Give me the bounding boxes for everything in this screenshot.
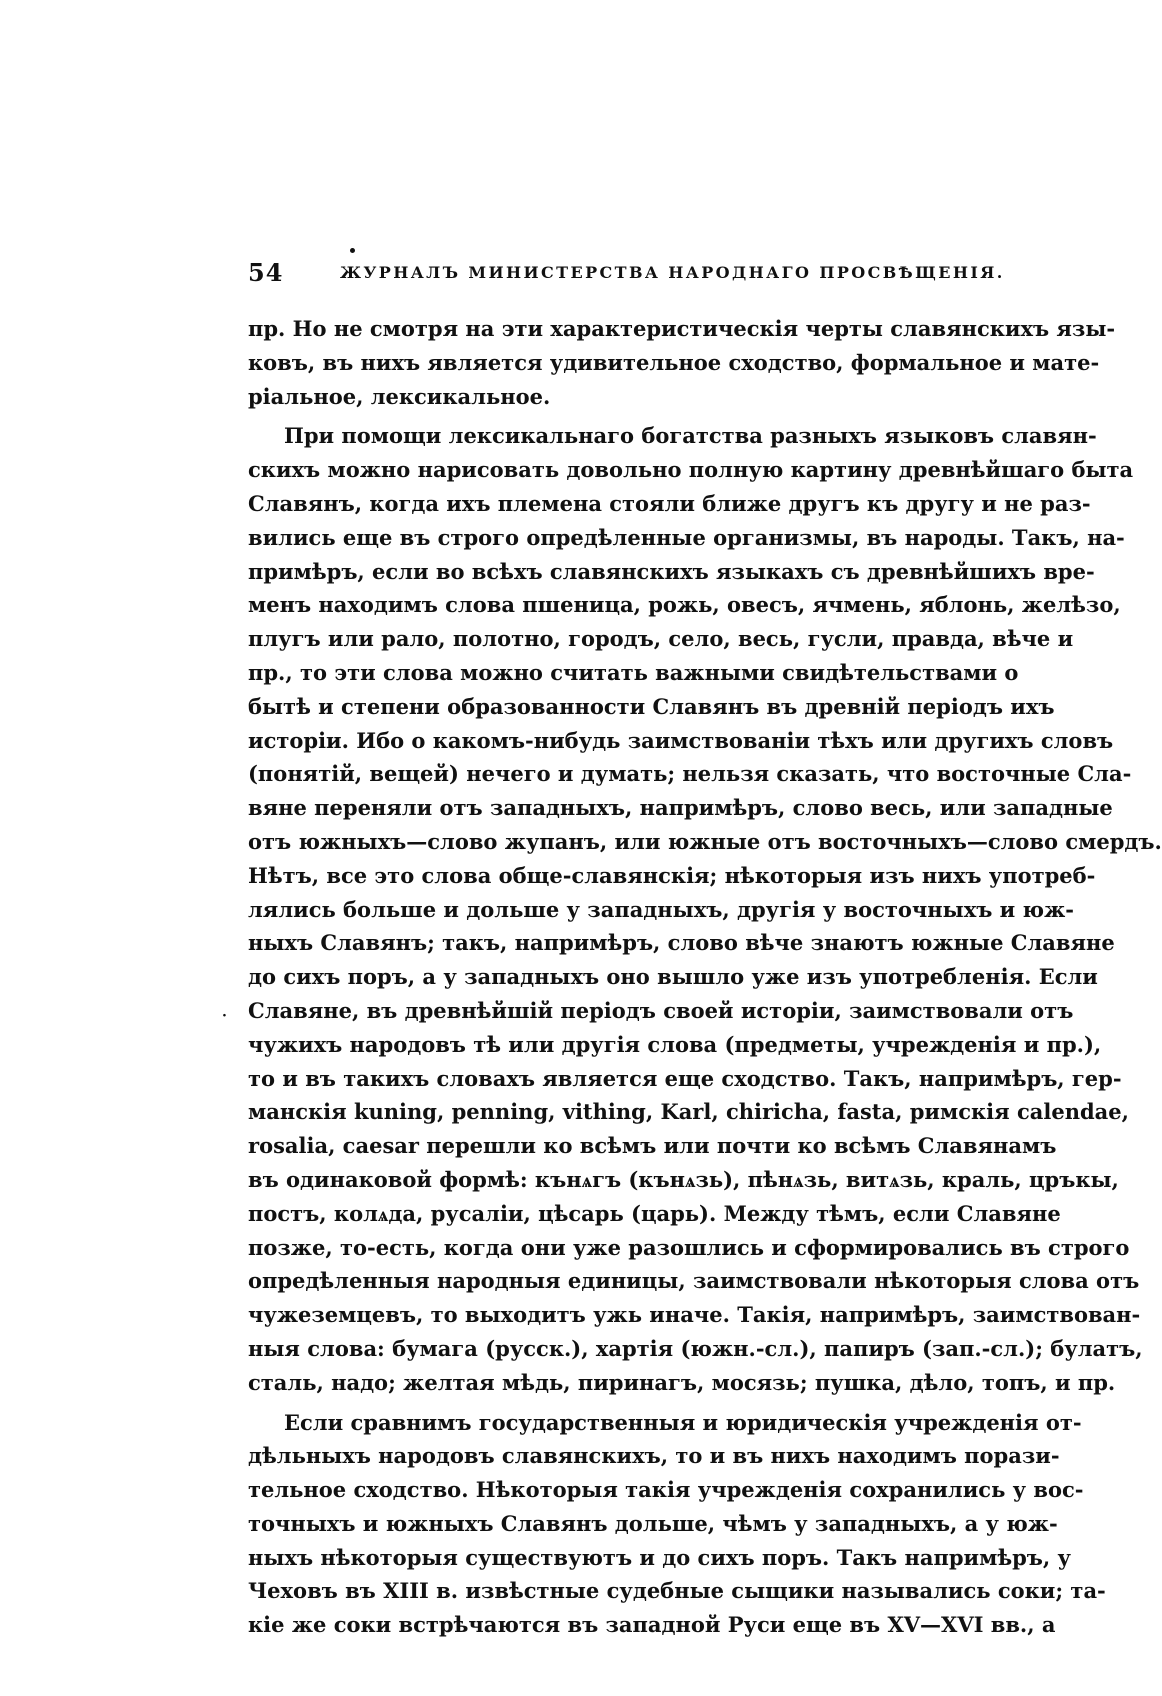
- text-line: rosalia, caesar перешли ко всѣмъ или почти ко всѣмъ Славянамъ: [248, 1133, 1057, 1159]
- running-title: ЖУРНАЛЪ МИНИСТЕРСТВА НАРОДНАГО ПРОСВѢЩЕНІЯ.: [340, 263, 1005, 282]
- text-line: бытѣ и степени образованности Славянъ въ древній періодъ ихъ: [248, 693, 1055, 719]
- text-line: чужеземцевъ, то выходитъ ужь иначе. Такія, напримѣръ, заимствован-: [248, 1302, 1141, 1328]
- text-line: ныхъ Славянъ; такъ, напримѣръ, слово вѣче знаютъ южные Славяне: [248, 930, 1115, 956]
- page-header: [248, 258, 1005, 292]
- text-line: скихъ можно нарисовать довольно полную картину древнѣйшаго быта: [248, 457, 1134, 483]
- text-line: вяне переняли отъ западныхъ, напримѣръ, слово весь, или западные: [248, 795, 1113, 821]
- text-body: [248, 312, 1162, 1642]
- text-line: позже, то-есть, когда они уже разошлись и сформировались въ строго: [248, 1234, 1130, 1260]
- text-line: пр., то эти слова можно считать важными свидѣтельствами о: [248, 659, 1019, 685]
- text-line: тельное сходство. Нѣкоторыя такія учрежденія сохранились у вос-: [248, 1477, 1084, 1503]
- text-line: менъ находимъ слова пшеница, рожь, овесъ, ячмень, яблонь, желѣзо,: [248, 592, 1121, 618]
- text-line: постъ, колѧда, русаліи, цѣсарь (царь). Между тѣмъ, если Славяне: [248, 1200, 1061, 1226]
- text-line: чужихъ народовъ тѣ или другія слова (предметы, учрежденія и пр.),: [248, 1031, 1102, 1057]
- text-line: ковъ, въ нихъ является удивительное сходство, формальное и мате-: [248, 349, 1100, 375]
- text-line: до сихъ поръ, а у западныхъ оно вышло уже изъ употребленія. Если: [248, 964, 1098, 990]
- text-line: Славяне, въ древнѣйшій періодъ своей исторіи, заимствовали отъ: [248, 997, 1074, 1023]
- text-line: точныхъ и южныхъ Славянъ дольше, чѣмъ у западныхъ, а у юж-: [248, 1510, 1058, 1536]
- text-line: плугъ или рало, полотно, городъ, село, весь, гусли, правда, вѣче и: [248, 626, 1074, 652]
- text-line: то и въ такихъ словахъ является еще сходство. Такъ, напримѣръ, гер-: [248, 1065, 1122, 1091]
- text-line: въ одинаковой формѣ: кънѧгъ (кънѧзь), пѣнѧзь, витѧзь, краль, цръкы,: [248, 1166, 1119, 1192]
- text-line: исторіи. Ибо о какомъ-нибудь заимствованіи тѣхъ или другихъ словъ: [248, 727, 1114, 753]
- text-line: Нѣтъ, все это слова обще-славянскія; нѣкоторыя изъ нихъ употреб-: [248, 862, 1096, 888]
- text-line: примѣръ, если во всѣхъ славянскихъ языкахъ съ древнѣйшихъ вре-: [248, 558, 1095, 584]
- text-line: вились еще въ строго опредѣленные организмы, въ народы. Такъ, на-: [248, 524, 1125, 550]
- text-line: ныя слова: бумага (русск.), хартія (южн.-сл.), папиръ (зап.-сл.); булатъ,: [248, 1335, 1143, 1361]
- text-line: сталь, надо; желтая мѣдь, пиринагъ, мосязь; пушка, дѣло, топъ, и пр.: [248, 1369, 1116, 1395]
- text-line: опредѣленныя народныя единицы, заимствовали нѣкоторыя слова отъ: [248, 1268, 1140, 1294]
- text-line: Если сравнимъ государственныя и юридическія учрежденія от-: [284, 1409, 1082, 1435]
- text-line: манскія kuning, penning, vithing, Karl, chiricha, fasta, римскія calendae,: [248, 1099, 1129, 1125]
- text-line: пр. Но не смотря на эти характеристическія черты славянскихъ язы-: [248, 316, 1116, 341]
- margin-mark: ·: [222, 1008, 227, 1024]
- text-line: Славянъ, когда ихъ племена стояли ближе другъ къ другу и не раз-: [248, 490, 1091, 516]
- text-line: ріальное, лексикальное.: [248, 383, 551, 409]
- text-line: дѣльныхъ народовъ славянскихъ, то и въ нихъ находимъ порази-: [248, 1443, 1060, 1469]
- header-dot-mark: [350, 248, 355, 253]
- page-number: 54: [248, 258, 284, 287]
- text-line: ныхъ нѣкоторыя существуютъ и до сихъ поръ. Такъ напримѣръ, у: [248, 1544, 1071, 1570]
- text-line: кіе же соки встрѣчаются въ западной Руси еще въ XV—XVI вв., а: [248, 1612, 1056, 1638]
- text-line: (понятій, вещей) нечего и думать; нельзя сказать, что восточные Сла-: [248, 761, 1132, 787]
- text-line: Чеховъ въ XIII в. извѣстные судебные сыщики назывались соки; та-: [248, 1578, 1106, 1604]
- text-line: лялись больше и дольше у западныхъ, другія у восточныхъ и юж-: [248, 896, 1074, 922]
- text-line: отъ южныхъ—слово жупанъ, или южные отъ восточныхъ—слово смердъ.: [248, 828, 1162, 854]
- text-line: При помощи лексикальнаго богатства разныхъ языковъ славян-: [284, 423, 1097, 449]
